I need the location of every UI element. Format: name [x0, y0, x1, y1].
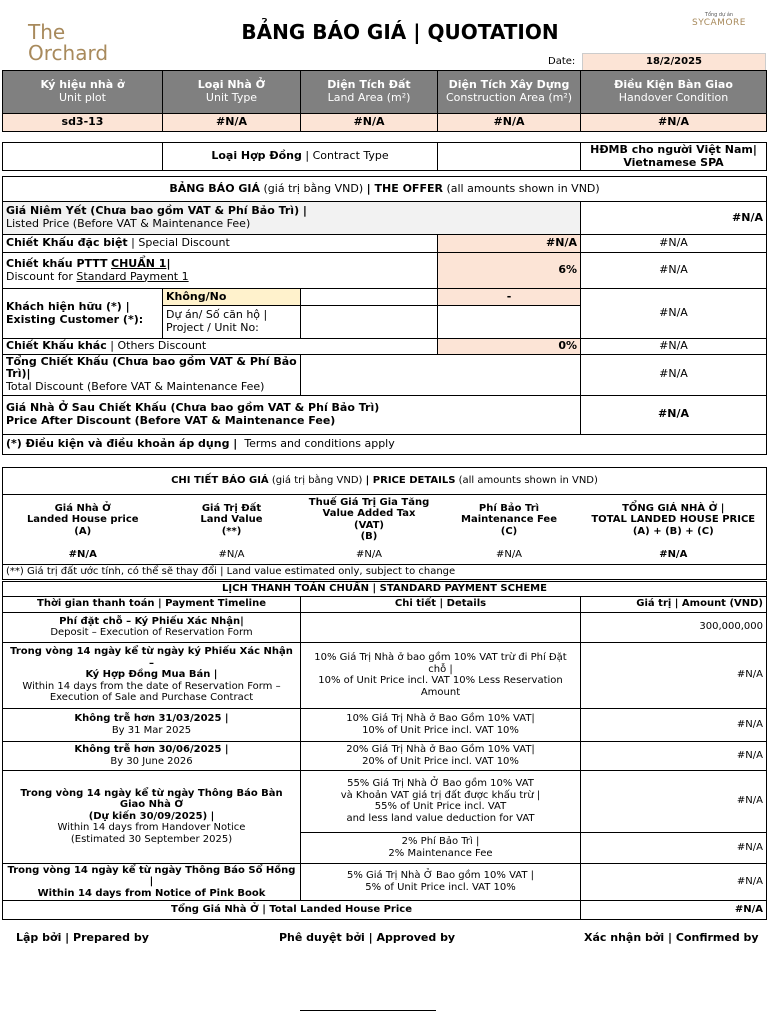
brand-logo: [686, 12, 752, 28]
col-l4: (B): [360, 531, 378, 543]
brand-name: SYCAMORE: [692, 18, 746, 28]
contract-blank: [3, 143, 163, 171]
col-vat: [301, 495, 438, 545]
contract-blank2: [438, 143, 581, 171]
col-l3: (VAT): [354, 519, 384, 531]
payment-row-amount: #N/A: [581, 642, 767, 708]
payment-row-amount: 300,000,000: [581, 612, 767, 642]
col-l1: TỔNG GIÁ NHÀ Ở |: [622, 502, 725, 514]
special-vi: Chiết Khấu đặc biệt: [6, 236, 128, 250]
landed-price-value: #N/A: [3, 545, 163, 565]
col-en: Handover Condition: [618, 91, 729, 104]
payment-row-details: [301, 770, 581, 832]
pttt-discount-value: #N/A: [581, 253, 767, 289]
timeline-vi-2: Ký Hợp Đồng Mua Bán |: [85, 669, 218, 681]
payment-row-details: [301, 863, 581, 901]
offer-heading-b1: BẢNG BÁO GIÁ: [169, 181, 261, 195]
details-en: 10% of Unit Price incl. VAT 10% Less Reservation Amount: [318, 675, 563, 698]
details-heading-b1: CHI TIẾT BÁO GIÁ: [171, 475, 269, 487]
project-unit-input2[interactable]: [438, 306, 581, 339]
listed-price-value: #N/A: [581, 202, 767, 235]
details-en: 10% of Unit Price incl. VAT 10%: [362, 724, 519, 736]
pttt-vi: Chiết khấu PTTT: [6, 256, 108, 270]
handover-value: #N/A: [581, 114, 767, 132]
project-en: Project / Unit No:: [166, 321, 259, 334]
others-discount-label: [3, 339, 438, 355]
listed-en: Listed Price (Before VAT & Maintenance Fee): [6, 217, 251, 230]
details-heading-b2: | PRICE DETAILS: [365, 475, 456, 487]
payment-row-timeline: [3, 741, 301, 770]
details-heading-n2: (all amounts shown in VND): [458, 475, 598, 487]
date-value: 18/2/2025: [582, 53, 766, 71]
payment-row-timeline: [3, 708, 301, 741]
col-l1: Thuế Giá Trị Gia Tăng: [308, 496, 430, 508]
payment-row-amount: #N/A: [581, 863, 767, 901]
pttt-discount-pct: 6%: [438, 253, 581, 289]
payment-scheme-table: [2, 581, 767, 920]
special-discount-pct: #N/A: [438, 235, 581, 253]
offer-table: [2, 176, 767, 455]
details-vi: 2% Phí Bảo Trì |: [401, 836, 480, 847]
signature-line: [300, 1010, 436, 1011]
timeline-vi: Phí đặt chỗ – Ký Phiếu Xác Nhận|: [59, 615, 244, 627]
maintenance-value: #N/A: [438, 545, 581, 565]
payment-row-details: [301, 832, 581, 863]
page-title: BẢNG BÁO GIÁ | QUOTATION: [241, 20, 559, 44]
col-vi: Điều Kiện Bàn Giao: [614, 78, 733, 92]
payment-row-amount: #N/A: [581, 832, 767, 863]
timeline-en-2: (Estimated 30 September 2025): [70, 833, 233, 845]
col-vi: Loại Nhà Ở: [197, 78, 266, 92]
timeline-vi: Trong vòng 14 ngày kể từ ngày Thông Báo Sổ Hồng |: [7, 864, 296, 887]
col-maintenance: [438, 495, 581, 545]
land-area-value: #N/A: [301, 114, 438, 132]
existing-customer-value: #N/A: [581, 289, 767, 339]
others-discount-value: #N/A: [581, 339, 767, 355]
listed-vi: Giá Niêm Yết (Chưa bao gồm VAT & Phí Bảo Trì) |: [6, 204, 307, 218]
existing-blank: [301, 289, 438, 306]
total-disc-vi: Tổng Chiết Khấu (Chưa bao gồm VAT & Phí Bảo Trì)|: [6, 354, 297, 381]
payment-row-timeline: [3, 642, 301, 708]
confirmed-by: Xác nhận bởi | Confirmed by: [584, 931, 759, 944]
timeline-en: Within 14 days from Notice of Pink Book: [37, 887, 266, 899]
col-total-price: [581, 495, 767, 545]
project-unit-label: [163, 306, 301, 339]
date-label: Date:: [548, 56, 576, 67]
payment-row-details: [301, 642, 581, 708]
total-discount-value: #N/A: [581, 354, 767, 395]
offer-heading: [3, 177, 767, 202]
contract-table: [2, 142, 767, 171]
col-unit-plot: [3, 71, 163, 114]
special-discount-label: [3, 235, 438, 253]
total-landed-value: #N/A: [581, 901, 767, 920]
total-disc-en: Total Discount (Before VAT & Maintenance Fee): [6, 379, 265, 393]
details-vi: 10% Giá Trị Nhà ở bao gồm 10% VAT trừ đi Phí Đặt chỗ |: [314, 652, 567, 675]
pttt-underline: CHUẨN 1: [111, 256, 167, 270]
col-l2: TOTAL LANDED HOUSE PRICE: [591, 514, 756, 525]
details-en: 2% Maintenance Fee: [388, 847, 493, 859]
col-handover: [581, 71, 767, 114]
col-details: Chi tiết | Details: [301, 596, 581, 612]
logo-line1: The: [28, 20, 66, 44]
approved-by: Phê duyệt bởi | Approved by: [279, 931, 456, 944]
logo-line2: Orchard: [28, 41, 109, 65]
terms-vi: (*) Điều kiện và điều khoản áp dụng |: [6, 436, 238, 450]
timeline-en: By 31 Mar 2025: [111, 724, 192, 736]
timeline-vi: Trong vòng 14 ngày kể từ ngày Thông Báo Bàn Giao Nhà Ở: [20, 787, 283, 811]
timeline-vi: Không trễ hơn 30/06/2025 |: [74, 744, 229, 755]
brand-small: Tổng dự án: [704, 12, 734, 18]
price-details-table: [2, 467, 767, 580]
col-vi: Diện Tích Đất: [327, 78, 411, 92]
land-value-note: (**) Giá trị đất ước tính, có thể sẽ thay đổi | Land value estimated only, subject to change: [3, 565, 767, 580]
existing-vi: Khách hiện hữu (*) |: [6, 299, 130, 313]
col-l3: (**): [221, 525, 242, 537]
col-landed-price: [3, 495, 163, 545]
pttt-en-link: Standard Payment 1: [76, 269, 189, 283]
details-vi: 10% Giá Trị Nhà ở Bao Gồm 10% VAT|: [346, 713, 535, 724]
contract-label-vi: Loại Hợp Đồng: [211, 149, 302, 163]
payment-row-amount: #N/A: [581, 708, 767, 741]
payment-row-timeline: [3, 863, 301, 901]
payment-row-amount: #N/A: [581, 741, 767, 770]
price-after-discount-value: #N/A: [581, 395, 767, 434]
price-after-discount-label: [3, 395, 581, 434]
col-l2: Value Added Tax: [322, 508, 416, 520]
col-en: Unit plot: [59, 91, 106, 104]
unit-table: [2, 70, 767, 132]
offer-heading-b2: | THE OFFER: [366, 181, 443, 195]
details-en-2: and less land value deduction for VAT: [346, 812, 535, 824]
col-en: Construction Area (m²): [445, 91, 573, 104]
vat-value: #N/A: [301, 545, 438, 565]
existing-customer-select[interactable]: Không/No: [163, 289, 301, 306]
project-logo: [28, 22, 118, 63]
col-l1: Giá Trị Đất: [201, 502, 262, 514]
col-vi: Diện Tích Xây Dựng: [448, 78, 570, 92]
unit-plot-value: sd3-13: [3, 114, 163, 132]
special-discount-value: #N/A: [581, 235, 767, 253]
project-vi: Dự án/ Số căn hộ |: [166, 308, 268, 322]
total-discount-blank: [301, 354, 581, 395]
payment-row-details: [301, 708, 581, 741]
total-discount-label: [3, 354, 301, 395]
col-l2: Landed House price: [26, 514, 139, 525]
col-l1: Giá Nhà Ở: [54, 502, 111, 514]
existing-en: Existing Customer (*):: [6, 312, 144, 326]
land-value-value: #N/A: [163, 545, 301, 565]
timeline-vi: Không trễ hơn 31/03/2025 |: [74, 713, 229, 724]
payment-row-timeline: [3, 770, 301, 863]
details-heading-n1: (giá trị bằng VND): [271, 475, 363, 487]
timeline-en: Within 14 days from Handover Notice: [57, 822, 246, 834]
contract-value-line1: HĐMB cho người Việt Nam|: [590, 143, 757, 156]
details-vi: 5% Giá Trị Nhà Ở Bao gồm 10% VAT |: [346, 870, 535, 882]
col-timeline: Thời gian thanh toán | Payment Timeline: [3, 596, 301, 612]
timeline-en: By 30 June 2026: [110, 755, 193, 767]
col-l2: Maintenance Fee: [461, 514, 557, 525]
payment-row-amount: #N/A: [581, 770, 767, 832]
col-land-area: [301, 71, 438, 114]
special-en: | Special Discount: [131, 236, 230, 250]
offer-heading-n2: (all amounts shown in VND): [446, 181, 600, 195]
col-land-value: [163, 495, 301, 545]
col-l3: (A) + (B) + (C): [632, 525, 714, 537]
timeline-en: Deposit – Execution of Reservation Form: [50, 627, 253, 638]
details-en: 20% of Unit Price incl. VAT 10%: [362, 755, 519, 767]
pttt-pipe: |: [166, 256, 171, 270]
unit-type-value: #N/A: [163, 114, 301, 132]
construction-area-value: #N/A: [438, 114, 581, 132]
contract-label-en: | Contract Type: [305, 149, 389, 163]
payment-row-details: [301, 612, 581, 642]
offer-heading-n1: (giá trị bằng VND): [263, 181, 364, 195]
col-l1: Phí Bảo Trì: [478, 502, 540, 514]
col-amount: Giá trị | Amount (VND): [581, 596, 767, 612]
payment-row-details: [301, 741, 581, 770]
payment-scheme-title: LỊCH THANH TOÁN CHUẨN | STANDARD PAYMENT SCHEME: [3, 582, 767, 597]
payment-row-timeline: [3, 612, 301, 642]
timeline-vi-2: (Dự kiến 30/09/2025) |: [88, 810, 215, 822]
contract-label: [163, 143, 438, 171]
timeline-en: Within 14 days from the date of Reservation Form – Execution of Sale and Purchase Contract: [22, 680, 281, 704]
col-l3: (C): [500, 525, 518, 537]
col-unit-type: [163, 71, 301, 114]
others-vi: Chiết Khấu khác: [6, 339, 107, 352]
others-en: | Others Discount: [110, 339, 207, 352]
after-vi: Giá Nhà Ở Sau Chiết Khấu (Chưa bao gồm VAT & Phí Bảo Trì): [6, 400, 380, 414]
prepared-by: Lập bởi | Prepared by: [16, 931, 149, 944]
terms-row: [3, 434, 767, 454]
pttt-discount-label: [3, 253, 438, 289]
details-en: 55% of Unit Price incl. VAT: [374, 801, 507, 812]
details-vi: 55% Giá Trị Nhà Ở Bao gồm 10% VAT: [347, 778, 534, 789]
listed-price-label: [3, 202, 581, 235]
others-discount-pct: 0%: [438, 339, 581, 355]
details-vi-2: và Khoản VAT giá trị đất được khấu trừ |: [340, 789, 541, 801]
existing-dash: -: [438, 289, 581, 306]
details-heading: [3, 468, 767, 495]
col-l2: Land Value: [200, 514, 263, 525]
total-price-value: #N/A: [581, 545, 767, 565]
pttt-en-prefix: Discount for: [6, 269, 73, 283]
details-vi: 20% Giá Trị Nhà ở Bao Gồm 10% VAT|: [346, 744, 535, 755]
col-en: Land Area (m²): [327, 91, 411, 104]
after-en: Price After Discount (Before VAT & Maintenance Fee): [6, 413, 336, 427]
project-unit-input[interactable]: [301, 306, 438, 339]
col-en: Unit Type: [205, 91, 258, 104]
col-vi: Ký hiệu nhà ở: [40, 78, 125, 92]
total-landed-label: Tổng Giá Nhà Ở | Total Landed House Price: [3, 901, 581, 920]
col-construction-area: [438, 71, 581, 114]
contract-value-line2: Vietnamese SPA: [623, 155, 724, 169]
col-l3: (A): [74, 525, 92, 537]
terms-en: Terms and conditions apply: [244, 436, 395, 450]
details-en: 5% of Unit Price incl. VAT 10%: [365, 881, 516, 893]
contract-value: [581, 143, 767, 171]
existing-customer-label: [3, 289, 163, 339]
timeline-vi: Trong vòng 14 ngày kể từ ngày ký Phiếu Xác Nhận –: [10, 646, 293, 669]
